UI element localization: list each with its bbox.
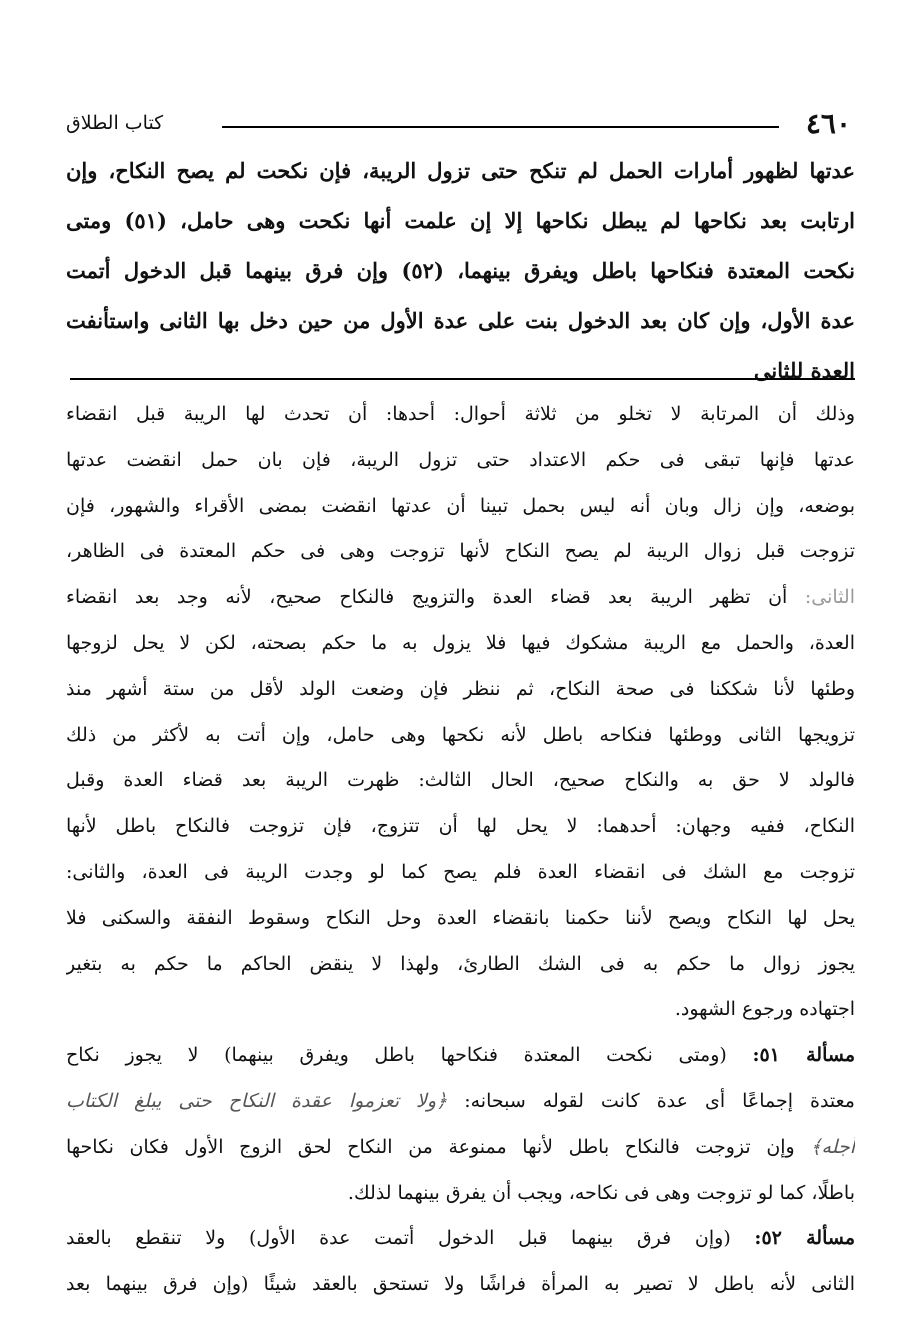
commentary-line-text: معتدة إجماعًا أى عدة كانت لقوله سبحانه: <box>464 1089 855 1112</box>
masala-51-label: مسألة ٥١: <box>752 1044 855 1067</box>
second-state-label: الثانى: <box>804 586 855 609</box>
commentary-line: يحل لها النكاح ويصح لأننا حكمنا بانقضاء العدة وحل النكاح وسقوط النفقة والسكنى فلا <box>66 906 855 929</box>
main-text-line: عدتها لظهور أمارات الحمل لم تنكح حتى تزول الريبة، فإن نكحت لم يصح النكاح، وإن <box>66 158 855 183</box>
commentary-line: تزوجت قبل زوال الريبة لم يصح النكاح لأنها تزوجت وهى فى حكم المعتدة فى الظاهر، <box>66 540 855 563</box>
commentary-line-text: وإن تزوجت فالنكاح باطل لأنها ممنوعة من النكاح لحق الزوج الأول فكان نكاحها <box>66 1135 795 1158</box>
commentary-line <box>66 1079 855 1125</box>
main-text-line: نكحت المعتدة فنكاحها باطل ويفرق بينهما، (٥٢) وإن فرق بينهما قبل الدخول أتمت <box>66 258 855 283</box>
commentary-line-tail: (وإن فرق بينهما بعد <box>66 1273 249 1296</box>
commentary-line: النكاح، ففيه وجهان: أحدهما: لا يحل لها أن تتزوج، فإن تزوجت فالنكاح باطل لأنها <box>66 815 855 838</box>
header-rule <box>222 126 779 128</box>
commentary-line <box>66 1262 855 1308</box>
commentary-line: العدة، والحمل مع الريبة مشكوك فيها فلا يزول به ما حكم بصحته، لكن لا يحل لزوجها <box>66 631 855 654</box>
quran-verse-end: أجله﴾ <box>810 1135 855 1158</box>
commentary-line: فالولد لا حق به والنكاح صحيح، الحال الثالث: ظهرت الريبة بعد قضاء العدة وقبل <box>66 769 855 792</box>
main-text-line: ارتابت بعد نكاحها لم يبطل نكاحها إلا إن علمت أنها نكحت وهى حامل، (٥١) ومتى <box>66 208 855 233</box>
commentary-line-text: (ومتى نكحت المعتدة فنكاحها باطل ويفرق بينهما) لا يجوز نكاح <box>66 1044 727 1067</box>
commentary-line: تزويجها الثانى ووطئها فنكاحه باطل لأنه نكحها وهى حامل، وإن أتت به لأكثر من ذلك <box>66 723 855 746</box>
main-text-line: العدة للثانى <box>753 358 855 383</box>
commentary-line: باطلًا، كما لو تزوجت وهى فى نكاحه، ويجب أن يفرق بينهما لذلك. <box>347 1181 855 1204</box>
commentary-line: يجوز زوال ما حكم به فى الشك الطارئ، ولهذا لا ينقض الحاكم ما حكم به بتغير <box>66 952 855 975</box>
commentary-line: وطئها لأنا شككنا فى صحة النكاح، ثم ننظر فإن وضعت الولد لأقل من ستة أشهر منذ <box>66 677 855 700</box>
commentary-line: بوضعه، وإن زال وبان أنه ليس بحمل تبينا أن عدتها انقضت بمضى الأقراء والشهور، فإن <box>66 494 855 517</box>
commentary-line-text: الثانى لأنه باطل لا تصير به المرأة فراشًا ولا تستحق بالعقد شيئًا <box>263 1273 855 1296</box>
commentary-line-text: (وإن فرق بينهما قبل الدخول أتمت عدة الأول) ولا تنقطع بالعقد <box>66 1227 731 1250</box>
section-divider <box>70 378 855 380</box>
masala-51-heading-line <box>66 1033 855 1079</box>
commentary-line: عدتها فإنها تبقى فى حكم الاعتداد حتى تزول الريبة، فإن بان حمل انقضت عدتها <box>66 448 855 471</box>
page-number: ٤٦٠ <box>805 107 851 140</box>
commentary-line-text: أن تظهر الريبة بعد قضاء العدة والتزويج فالنكاح صحيح، لأنه وجد بعد انقضاء <box>66 586 788 609</box>
quran-verse: ﴿ولا تعزموا عقدة النكاح حتى يبلغ الكتاب <box>66 1089 448 1112</box>
masala-52-heading-line <box>66 1216 855 1262</box>
commentary-line: تزوجت مع الشك فى انقضاء العدة فلم يصح كما لو وجدت الريبة فى العدة، والثانى: <box>66 860 855 883</box>
book-title: كتاب الطلاق <box>66 112 164 134</box>
masala-52-label: مسألة ٥٢: <box>754 1227 855 1250</box>
commentary-text <box>66 392 855 1308</box>
commentary-line: وذلك أن المرتابة لا تخلو من ثلاثة أحوال: أحدها: أن تحدث لها الريبة قبل انقضاء <box>66 403 855 425</box>
main-text-line: عدة الأول، وإن كان بعد الدخول بنت على عدة الأول من حين دخل بها الثانى واستأنفت <box>66 308 855 333</box>
main-text <box>66 146 855 396</box>
page-header <box>66 104 851 144</box>
commentary-line <box>66 1125 855 1171</box>
commentary-line <box>66 575 855 621</box>
commentary-line: اجتهاده ورجوع الشهود. <box>674 998 855 1021</box>
